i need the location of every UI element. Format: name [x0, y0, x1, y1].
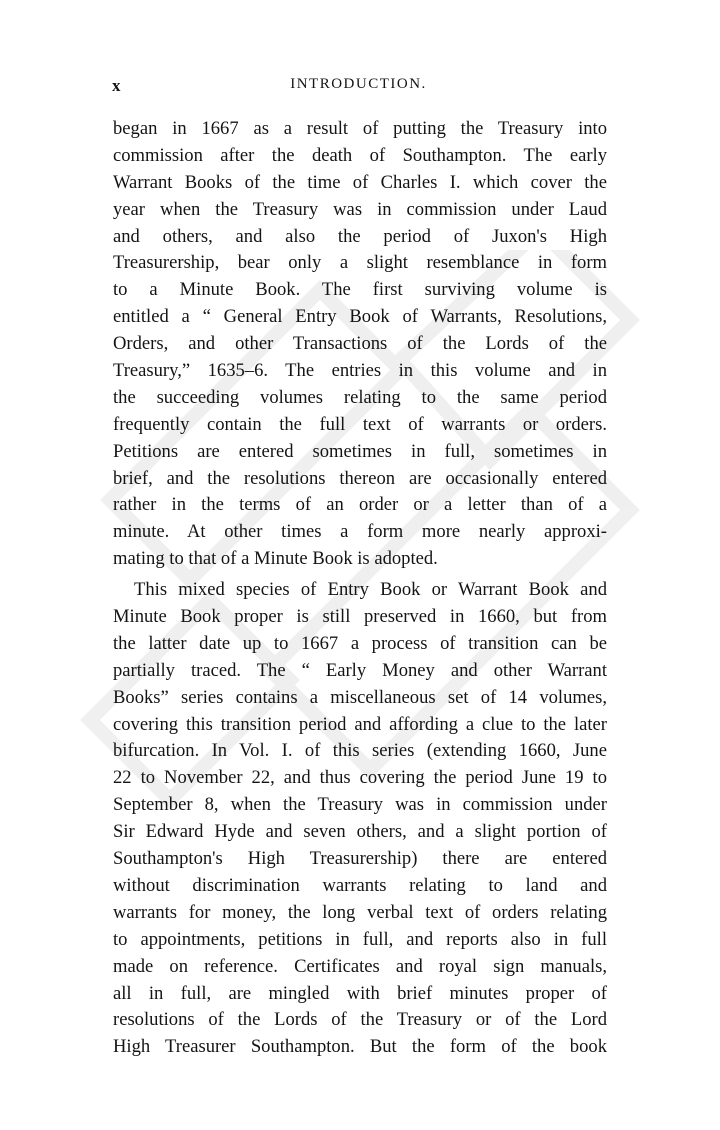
- text-line: Minute Book proper is still preserved in 1660, but from: [113, 606, 607, 628]
- text-line: covering this transition period and affording a clue to the later: [113, 713, 607, 735]
- text-line: bifurcation. In Vol. I. of this series (extending 1660, June: [113, 740, 607, 762]
- text-line: warrants for money, the long verbal text of orders relating: [113, 901, 607, 923]
- text-line: year when the Treasury was in commission under Laud: [113, 198, 607, 220]
- text-line: brief, and the resolutions thereon are occasionally entered: [113, 467, 607, 489]
- text-line: Books” series contains a miscellaneous set of 14 volumes,: [113, 686, 607, 708]
- text-line: partially traced. The “ Early Money and other Warrant: [113, 659, 607, 681]
- running-title: INTRODUCTION.: [290, 76, 427, 92]
- text-line: all in full, are mingled with brief minutes proper of: [113, 982, 607, 1004]
- text-line: without discrimination warrants relating to land and: [113, 874, 607, 896]
- text-line: September 8, when the Treasury was in commission under: [113, 794, 607, 816]
- text-line: Treasurership, bear only a slight resemblance in form: [113, 252, 607, 274]
- text-line: High Treasurer Southampton. But the form of the book: [113, 1036, 607, 1058]
- text-line: minute. At other times a form more nearly approxi-: [113, 521, 607, 543]
- text-line: began in 1667 as a result of putting the Treasury into: [113, 118, 607, 139]
- page-header: [110, 76, 607, 100]
- text-line: This mixed species of Entry Book or Warrant Book and: [134, 579, 607, 601]
- text-line: mating to that of a Minute Book is adopted.: [113, 548, 438, 570]
- text-line: commission after the death of Southampton. The early: [113, 144, 607, 166]
- text-line: resolutions of the Lords of the Treasury or of the Lord: [113, 1009, 607, 1031]
- text-line: Orders, and other Transactions of the Lords of the: [113, 333, 607, 355]
- text-line: the succeeding volumes relating to the same period: [113, 386, 607, 408]
- body-text: [113, 116, 607, 1061]
- paragraph-2: [113, 577, 607, 1061]
- text-line: made on reference. Certificates and royal sign manuals,: [113, 955, 607, 977]
- text-line: rather in the terms of an order or a letter than of a: [113, 494, 607, 516]
- paragraph-1: [113, 116, 607, 573]
- text-line: frequently contain the full text of warrants or orders.: [113, 413, 607, 435]
- text-line: the latter date up to 1667 a process of transition can be: [113, 632, 607, 654]
- page-number: x: [112, 76, 122, 95]
- text-line: Southampton's High Treasurership) there are entered: [113, 848, 607, 870]
- text-line: Petitions are entered sometimes in full, sometimes in: [113, 440, 607, 462]
- text-line: Treasury,” 1635–6. The entries in this volume and in: [113, 360, 607, 382]
- text-line: to a Minute Book. The first surviving volume is: [113, 279, 607, 301]
- text-line: and others, and also the period of Juxon's High: [113, 225, 607, 247]
- text-line: Sir Edward Hyde and seven others, and a slight portion of: [113, 821, 607, 843]
- text-line: entitled a “ General Entry Book of Warrants, Resolutions,: [113, 306, 607, 328]
- text-line: to appointments, petitions in full, and reports also in full: [113, 928, 607, 950]
- text-line: Warrant Books of the time of Charles I. which cover the: [113, 171, 607, 193]
- text-line: 22 to November 22, and thus covering the period June 19 to: [113, 767, 607, 789]
